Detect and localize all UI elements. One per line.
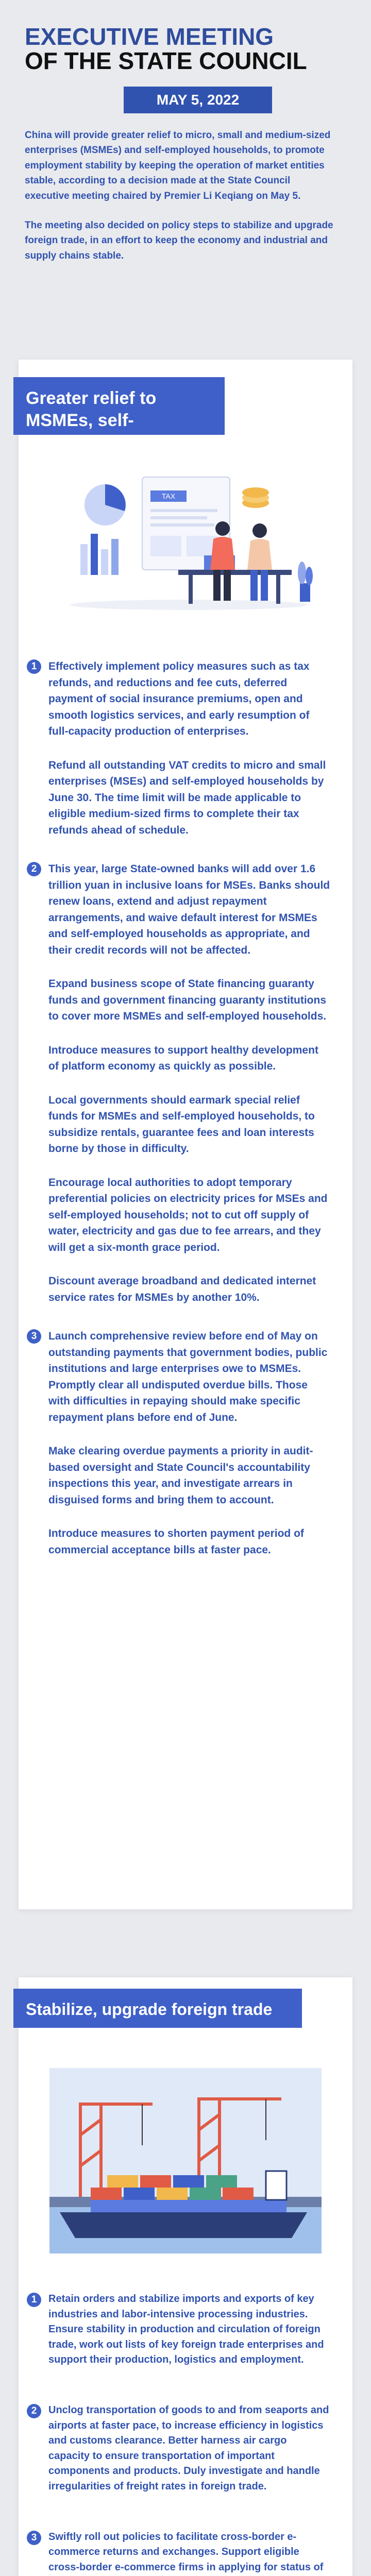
item-paragraph: Refund all outstanding VAT credits to micro and small enterprises (MSEs) and self-employed households by June 30. The time limit will be made applicable to eligible medium-sized firms to complete their tax refunds ahead of schedule. — [48, 759, 326, 836]
page-header — [0, 0, 371, 358]
item-paragraph: Swiftly roll out policies to facilitate cross-border e-commerce returns and exchanges. Support eligible cross-border e-commerce firms in applying for status of — [48, 2531, 324, 2573]
desk — [178, 570, 292, 575]
item-paragraph: Discount average broadband and dedicated internet service rates for MSMEs by another 10%. — [48, 1275, 316, 1303]
section-msme-relief — [19, 360, 352, 1909]
item-paragraph: Effectively implement policy measures such as tax refunds, and reductions and fee cuts, deferred payment of social insurance premiums, open and smooth logistics services, and early resumption of full-capacity production of enterprises. — [48, 660, 310, 737]
coins-icon — [242, 487, 269, 508]
item-paragraph: This year, large State-owned banks will add over 1.6 trillion yuan in inclusive loans for MSEs. Banks should renew loans, extend and adjust repayment arrangements, and waive default interest for MSMEs and self-employed households as appropriate, and their credit records will not be affected. — [48, 863, 330, 956]
item-number: 2 — [27, 862, 41, 876]
section-1-content — [27, 658, 331, 1581]
section-foreign-trade — [19, 1977, 352, 2576]
intro-paragraph-1: China will provide greater relief to micro, small and medium-sized enterprises (MSMEs) and self-employed households, to promote employment stability by keeping the operation of market entities stable, according to a decision made at the State Council executive meeting chaired by Premier Li Keqiang on May 5. — [25, 129, 331, 201]
list-item — [27, 2530, 331, 2576]
item-number: 1 — [27, 659, 41, 674]
section-2-title: Stabilize, upgrade foreign trade — [13, 1989, 302, 2028]
item-paragraph: Local governments should earmark special relief funds for MSMEs and self-employed households, to subsidize rentals, guarantee fees and loan interests borne by those in difficulty. — [48, 1094, 315, 1155]
intro-paragraph-2: The meeting also decided on policy steps to stabilize and upgrade foreign trade, in an effort to keep the economy and industrial and supply chains stable. — [25, 220, 333, 261]
list-item — [27, 2403, 331, 2510]
section-2-content — [27, 2292, 331, 2576]
section-1-title: Greater relief to MSMEs, self-employed households — [13, 377, 225, 435]
cargo-ship — [60, 2212, 307, 2238]
list-item — [27, 861, 331, 1306]
tax-illustration — [49, 467, 322, 616]
date-wrap — [25, 73, 346, 113]
title-line-1: EXECUTIVE MEETING — [25, 23, 274, 50]
item-paragraph: Introduce measures to support healthy development of platform economy as quickly as possible. — [48, 1044, 318, 1072]
item-paragraph: Encourage local authorities to adopt temporary preferential policies on electricity prices for MSEs and self-employed households; not to cut off supply of water, electricity and gas due to fee arrears, and they will get a six-month grace period. — [48, 1176, 328, 1253]
item-paragraph: Launch comprehensive review before end of May on outstanding payments that government bodies, public institutions and large enterprises owe to MSMEs. Promptly clear all undisputed overdue bills. Those with difficulties in repaying should make specific repayment plans before end of June. — [48, 1330, 328, 1423]
item-number: 3 — [27, 1329, 41, 1344]
item-paragraph: Unclog transportation of goods to and from seaports and airports at faster pace, to increase efficiency in logistics and customs clearance. Better harness air cargo capacity to ensure transportation of important components and products. Duly investigate and handle irregularities of freight rates in foreign trade. — [48, 2404, 329, 2492]
list-item — [27, 1328, 331, 1558]
page-title — [25, 25, 346, 73]
item-paragraph: Retain orders and stabilize imports and exports of key industries and labor-intensive processing industries. Ensure stability in production and circulation of foreign trade, work out lists of key foreign trade enterprises and support their production, logistics and employment. — [48, 2293, 324, 2366]
item-paragraph: Expand business scope of State financing guaranty funds and government financing guaranty institutions to cover more MSMEs and self-employed households. — [48, 978, 327, 1022]
tax-label: TAX — [161, 492, 176, 500]
item-number: 3 — [27, 2531, 41, 2545]
title-line-2: OF THE STATE COUNCIL — [25, 47, 307, 74]
list-item — [27, 658, 331, 838]
port-illustration — [49, 2068, 322, 2253]
item-paragraph: Make clearing overdue payments a priority in audit-based oversight and State Council's accountability inspections this year, and investigate arrears in disguised forms and bring them to account. — [48, 1445, 313, 1506]
meeting-date: MAY 5, 2022 — [124, 87, 272, 113]
item-number: 2 — [27, 2404, 41, 2418]
ship-bridge — [266, 2171, 286, 2200]
item-paragraph: Introduce measures to shorten payment period of commercial acceptance bills at faster pace. — [48, 1528, 304, 1556]
item-number: 1 — [27, 2293, 41, 2307]
list-item — [27, 2292, 331, 2383]
